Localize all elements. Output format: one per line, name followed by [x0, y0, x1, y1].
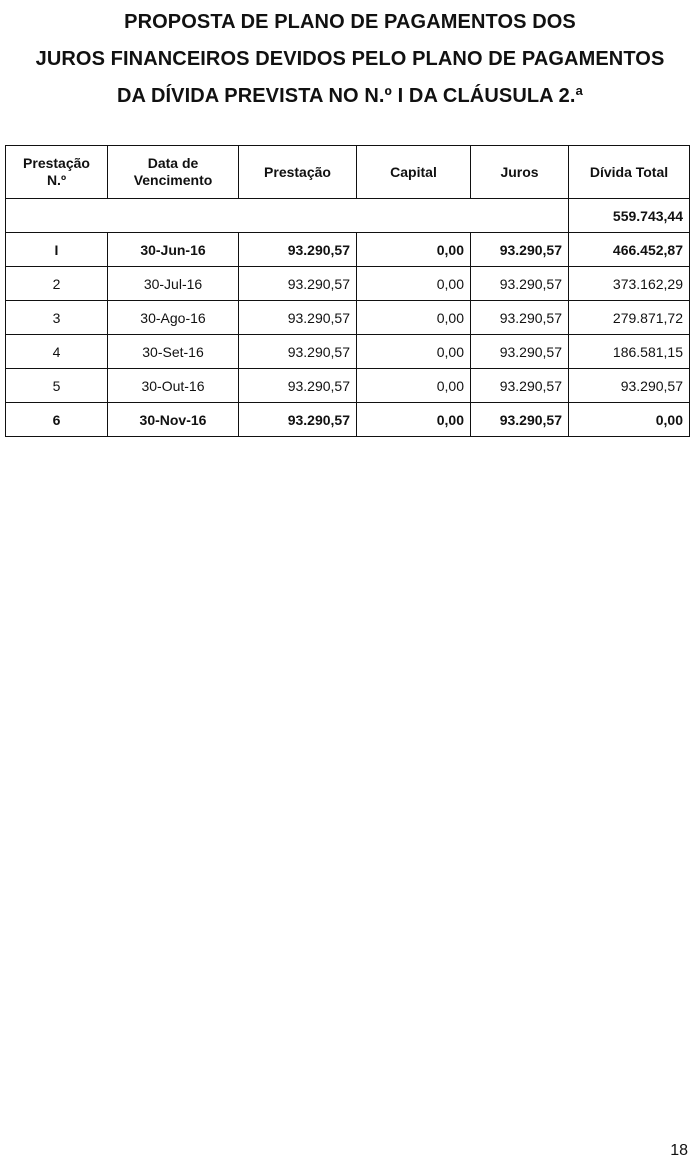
row-capital: 0,00	[357, 301, 471, 335]
document-title	[0, 4, 700, 115]
row-divida: 279.871,72	[569, 301, 690, 335]
initial-total-row	[6, 199, 690, 233]
row-data: 30-Out-16	[108, 369, 239, 403]
title-line-1: PROPOSTA DE PLANO DE PAGAMENTOS DOS	[124, 11, 576, 33]
header-row	[6, 146, 690, 199]
row-prestacao: 93.290,57	[239, 267, 357, 301]
header-juros: Juros	[471, 146, 569, 199]
row-n: 5	[6, 369, 108, 403]
row-n: I	[6, 233, 108, 267]
table-row	[6, 369, 690, 403]
header-data-line2: Vencimento	[133, 172, 213, 188]
row-data: 30-Ago-16	[108, 301, 239, 335]
header-prestacao-n-line2: N.º	[46, 172, 67, 188]
header-data-vencimento	[108, 146, 239, 199]
row-data: 30-Set-16	[108, 335, 239, 369]
header-capital: Capital	[357, 146, 471, 199]
table-row	[6, 233, 690, 267]
row-n: 2	[6, 267, 108, 301]
row-n: 4	[6, 335, 108, 369]
row-capital: 0,00	[357, 233, 471, 267]
row-juros: 93.290,57	[471, 369, 569, 403]
payment-plan-table	[5, 145, 690, 437]
row-n: 3	[6, 301, 108, 335]
row-capital: 0,00	[357, 403, 471, 437]
row-data: 30-Jul-16	[108, 267, 239, 301]
row-juros: 93.290,57	[471, 233, 569, 267]
row-prestacao: 93.290,57	[239, 233, 357, 267]
row-juros: 93.290,57	[471, 267, 569, 301]
row-divida: 0,00	[569, 403, 690, 437]
header-prestacao-n	[6, 146, 108, 199]
table-row	[6, 267, 690, 301]
table-row	[6, 301, 690, 335]
row-n: 6	[6, 403, 108, 437]
row-divida: 466.452,87	[569, 233, 690, 267]
row-prestacao: 93.290,57	[239, 369, 357, 403]
row-prestacao: 93.290,57	[239, 301, 357, 335]
row-juros: 93.290,57	[471, 301, 569, 335]
row-prestacao: 93.290,57	[239, 403, 357, 437]
initial-divida-total: 559.743,44	[569, 199, 690, 233]
row-capital: 0,00	[357, 267, 471, 301]
table-row	[6, 335, 690, 369]
row-divida: 186.581,15	[569, 335, 690, 369]
row-juros: 93.290,57	[471, 403, 569, 437]
table-row	[6, 403, 690, 437]
header-data-line1: Data de	[147, 155, 199, 171]
row-juros: 93.290,57	[471, 335, 569, 369]
row-capital: 0,00	[357, 369, 471, 403]
row-divida: 93.290,57	[569, 369, 690, 403]
title-line-3: DA DÍVIDA PREVISTA NO N.º I DA CLÁUSULA 2.ª	[116, 85, 584, 107]
initial-total-spacer	[6, 199, 569, 233]
page-number: 18	[670, 1142, 688, 1159]
row-capital: 0,00	[357, 335, 471, 369]
header-prestacao: Prestação	[239, 146, 357, 199]
header-divida-total: Dívida Total	[569, 146, 690, 199]
row-data: 30-Nov-16	[108, 403, 239, 437]
row-data: 30-Jun-16	[108, 233, 239, 267]
title-line-2: JUROS FINANCEIROS DEVIDOS PELO PLANO DE PAGAMENTOS	[35, 48, 665, 70]
header-prestacao-n-line1: Prestação	[23, 155, 90, 171]
row-prestacao: 93.290,57	[239, 335, 357, 369]
row-divida: 373.162,29	[569, 267, 690, 301]
